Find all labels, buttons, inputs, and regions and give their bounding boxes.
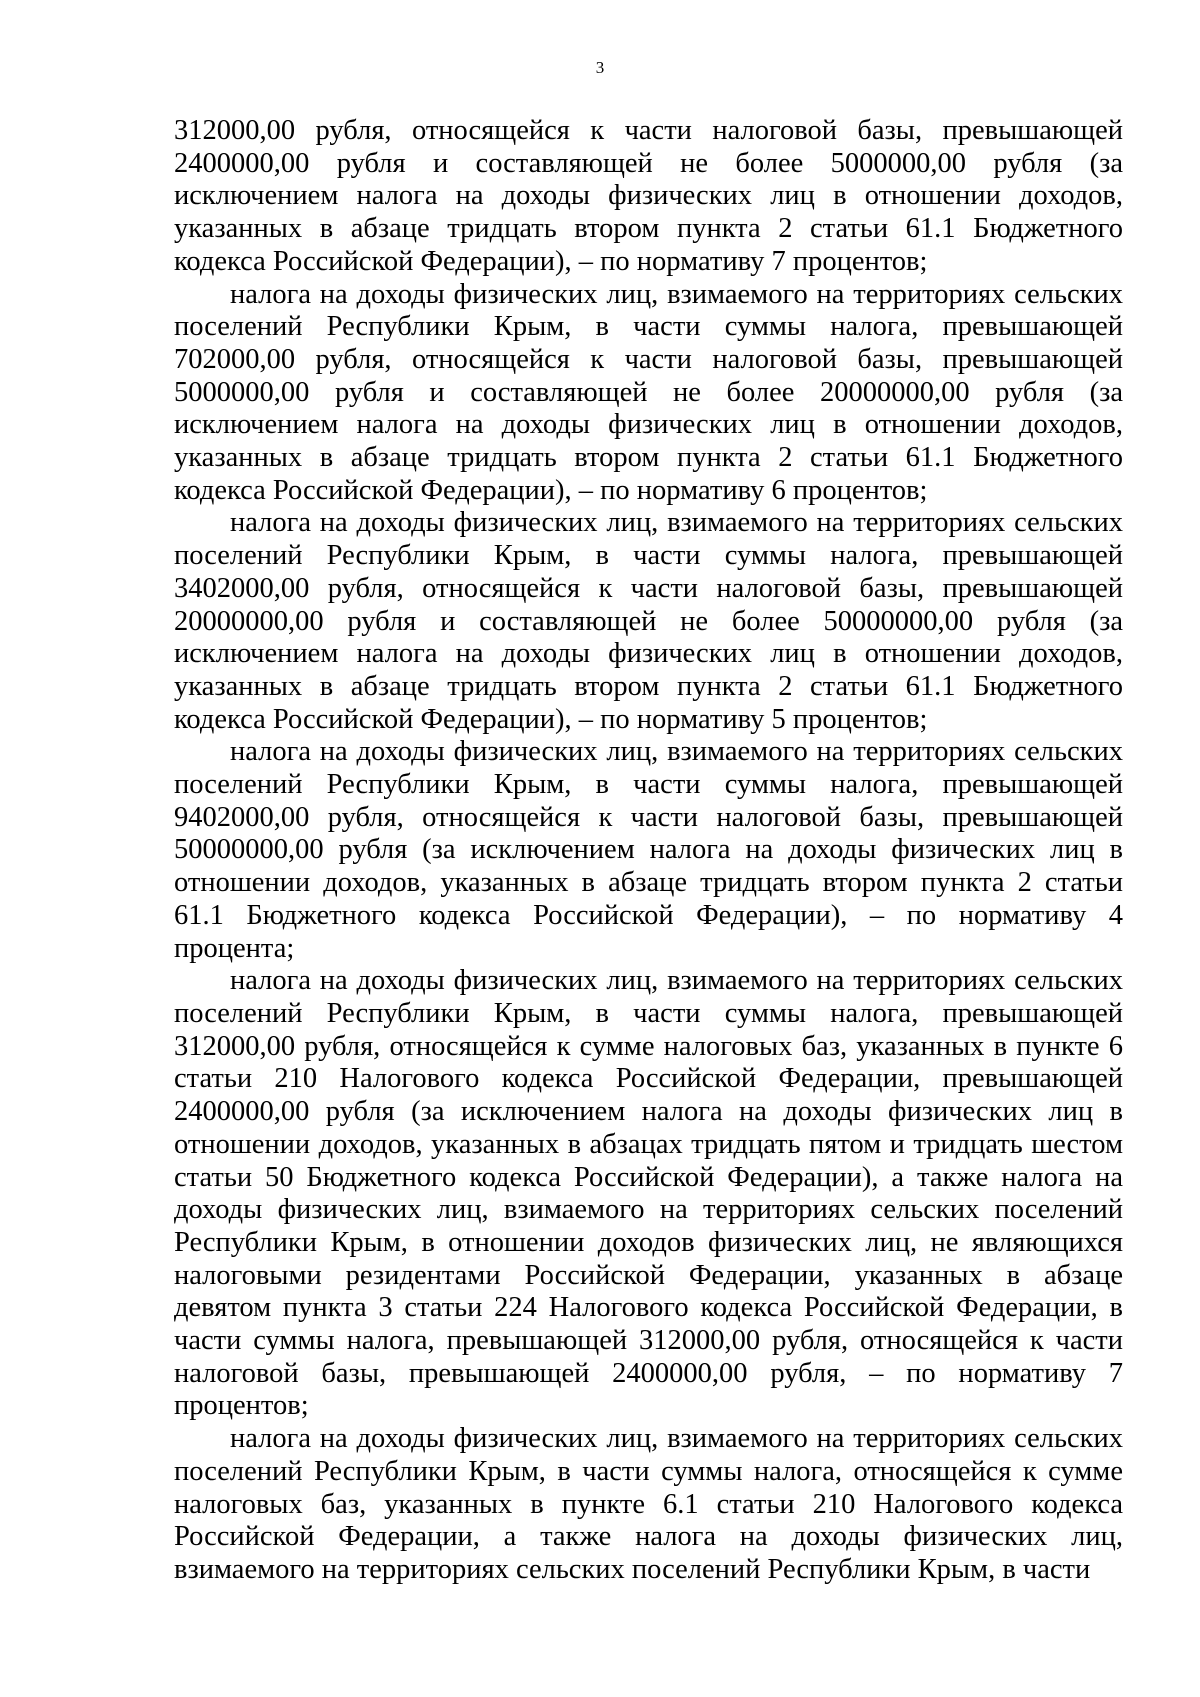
paragraph-1: 312000,00 рубля, относящейся к части налоговой базы, превышающей 2400000,00 рубля и составляющей не более 5000000,00 рубля (за исключением налога на доходы физических лиц в отношении доходов, указанных в абзаце тридцать втором пункта 2 статьи 61.1 Бюджетного кодекса Российской Федерации), – по нормативу 7 процентов; [174, 115, 1123, 277]
paragraph-6: налога на доходы физических лиц, взимаемого на территориях сельских поселений Республики Крым, в части суммы налога, относящейся к сумме налоговых баз, указанных в пункте 6.1 статьи 210 Налогового кодекса Российской Федерации, а также налога на доходы физических лиц, взимаемого на территориях сельских поселений Республики Крым, в части [174, 1423, 1123, 1585]
paragraph-5: налога на доходы физических лиц, взимаемого на территориях сельских поселений Республики Крым, в части суммы налога, превышающей 312000,00 рубля, относящейся к сумме налоговых баз, указанных в пункте 6 статьи 210 Налогового кодекса Российской Федерации, превышающей 2400000,00 рубля (за исключением налога на доходы физических лиц в отношении доходов, указанных в абзацах тридцать пятом и тридцать шестом статьи 50 Бюджетного кодекса Российской Федерации), а также налога на доходы физических лиц, взимаемого на территориях сельских поселений Республики Крым, в отношении доходов физических лиц, не являющихся налоговыми резидентами Российской Федерации, указанных в абзаце девятом пункта 3 статьи 224 Налогового кодекса Российской Федерации, в части суммы налога, превышающей 312000,00 рубля, относящейся к части налоговой базы, превышающей 2400000,00 рубля, – по нормативу 7 процентов; [174, 965, 1123, 1422]
page-number: 3 [595, 58, 605, 77]
paragraph-4: налога на доходы физических лиц, взимаемого на территориях сельских поселений Республики Крым, в части суммы налога, превышающей 9402000,00 рубля, относящейся к части налоговой базы, превышающей 50000000,00 рубля (за исключением налога на доходы физических лиц в отношении доходов, указанных в абзаце тридцать втором пункта 2 статьи 61.1 Бюджетного кодекса Российской Федерации), – по нормативу 4 процента; [174, 736, 1123, 964]
paragraph-2: налога на доходы физических лиц, взимаемого на территориях сельских поселений Республики Крым, в части суммы налога, превышающей 702000,00 рубля, относящейся к части налоговой базы, превышающей 5000000,00 рубля и составляющей не более 20000000,00 рубля (за исключением налога на доходы физических лиц в отношении доходов, указанных в абзаце тридцать втором пункта 2 статьи 61.1 Бюджетного кодекса Российской Федерации), – по нормативу 6 процентов; [174, 278, 1123, 506]
paragraph-3: налога на доходы физических лиц, взимаемого на территориях сельских поселений Республики Крым, в части суммы налога, превышающей 3402000,00 рубля, относящейся к части налоговой базы, превышающей 20000000,00 рубля и составляющей не более 50000000,00 рубля (за исключением налога на доходы физических лиц в отношении доходов, указанных в абзаце тридцать втором пункта 2 статьи 61.1 Бюджетного кодекса Российской Федерации), – по нормативу 5 процентов; [174, 507, 1123, 735]
document-body [174, 115, 1123, 1587]
